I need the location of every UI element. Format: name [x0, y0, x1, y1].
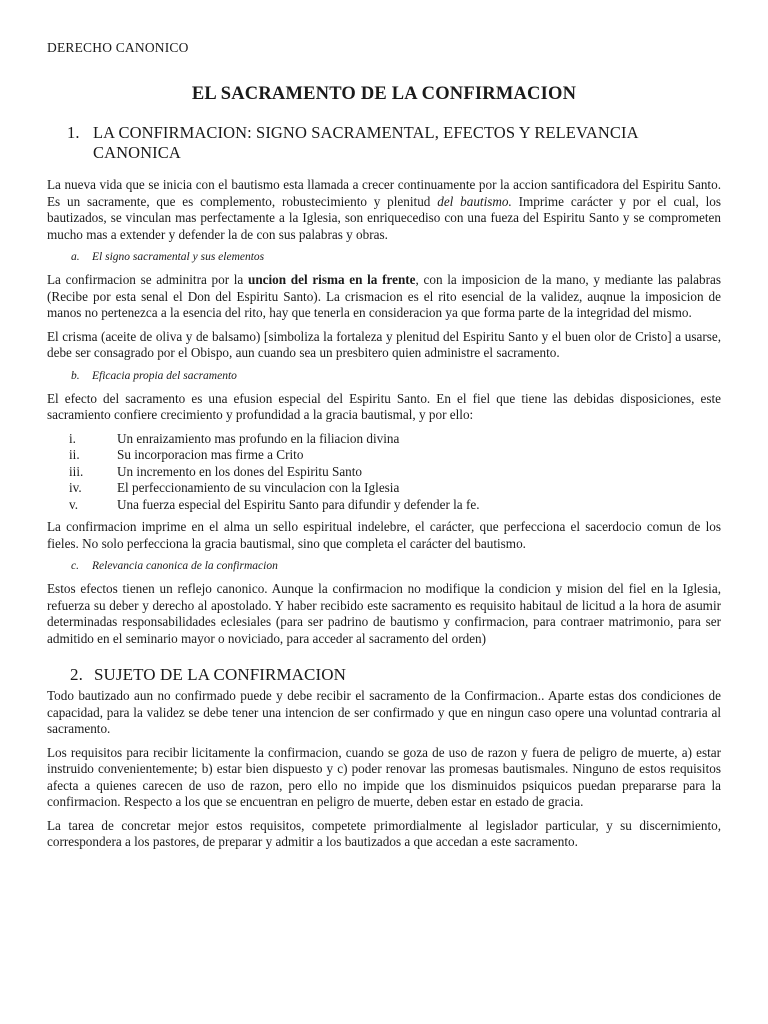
- list-item: [47, 497, 721, 514]
- subheading-c: [47, 559, 721, 574]
- subheading-b: [47, 369, 721, 384]
- paragraph-sello: La confirmacion imprime en el alma un sello espiritual indelebre, el carácter, que perfecciona el sacerdocio comun de los fieles. No solo perfecciona la gracia bautismal, sino que completa el carácter del bautismo.: [47, 519, 721, 551]
- section-title: SUJETO DE LA CONFIRMACION: [94, 665, 347, 684]
- list-marker: iv.: [69, 480, 82, 495]
- paragraph-crisma: El crisma (aceite de oliva y de balsamo) [simboliza la fortaleza y plenitud del Espiritu Santo y el buen olor de Cristo] a usarse, debe ser consagrado por el Obispo, aun cuando sea un presbitero quien administre el sacramento.: [47, 328, 721, 360]
- paragraph-uncion: [47, 272, 721, 322]
- section-number: 2.: [70, 665, 83, 684]
- subheading-letter: c.: [71, 560, 79, 572]
- section-heading-2: [47, 665, 721, 685]
- section-title: LA CONFIRMACION: SIGNO SACRAMENTAL, EFECTOS Y RELEVANCIA CANONICA: [93, 123, 638, 162]
- section-heading-1: [47, 123, 721, 163]
- list-item: [47, 464, 721, 481]
- document-title: EL SACRAMENTO DE LA CONFIRMACION: [191, 84, 577, 104]
- document-header: DERECHO CANONICO: [47, 40, 189, 55]
- list-item: [47, 480, 721, 497]
- effects-list: [47, 431, 721, 514]
- paragraph-text: , con la imposicion de la mano, y mediante las palabras (Recibe por esta senal el Don del Espiritu Santo). La crismacion es el rito esencial de la validez, auqnue la imposicion de manos no pertenezca a la esencia del rito, hay que tenerla en consideracion ya que forma parte de la integridad del mismo.: [47, 272, 721, 320]
- subheading-text: Relevancia canonica de la confirmacion: [92, 560, 278, 572]
- subheading-letter: b.: [71, 369, 80, 382]
- paragraph-requisitos: Los requisitos para recibir licitamente la confirmacion, cuando se goza de uso de razon y fuera de peligro de muerte, a) estar instruido convenientemente; b) estar bien dispuesto y c) poder renovar las promesas bautismales. Ninguno de estos requisitos afecta a quienes carecen de uso de razon, pero ello no impide que los disminuidos psiquicos puedan prepararse para la confirmacion. Respecto a los que se encuentran en peligro de muerte, deben estar en estado de gracia.: [47, 744, 721, 809]
- subheading-a: [47, 250, 721, 265]
- list-marker: v.: [69, 496, 79, 512]
- paragraph-intro: [47, 177, 721, 243]
- list-text: El perfeccionamiento de su vinculacion con la Iglesia: [117, 480, 400, 495]
- list-marker: ii.: [69, 447, 80, 462]
- list-text: Su incorporacion mas firme a Crito: [117, 447, 304, 462]
- subheading-text: El signo sacramental y sus elementos: [92, 251, 265, 263]
- paragraph-bold: uncion del risma en la frente: [247, 272, 416, 287]
- paragraph-efecto: El efecto del sacramento es una efusion especial del Espiritu Santo. En el fiel que tiene las debidas disposiciones, este sacramiento confiere crecimiento y profundidad a la gracia bautismal, y por ello:: [47, 390, 721, 422]
- list-marker: iii.: [69, 463, 84, 479]
- paragraph-sujeto: Todo bautizado aun no confirmado puede y debe recibir el sacramento de la Confirmacion.. Aparte estas dos condiciones de capacidad, para la validez se debe tener una intencion de ser confirmado y que en ningun caso opere una voluntad contraria al sacramento.: [47, 688, 721, 736]
- list-text: Un enraizamiento mas profundo en la filiacion divina: [117, 430, 400, 446]
- list-text: Un incremento en los dones del Espiritu Santo: [117, 463, 363, 479]
- paragraph-text: La confirmacion se adminitra por la: [47, 272, 248, 287]
- paragraph-text: La nueva vida que se inicia con el bautismo esta llamada a crecer continuamente por la accion santificadora del Espiritu Santo. Es un sacramente, que es complemento, robustecimiento y plenitud: [47, 177, 721, 209]
- list-text: Una fuerza especial del Espiritu Santo para difundir y defender la fe.: [117, 496, 480, 512]
- list-marker: i.: [69, 430, 76, 446]
- paragraph-text: Imprime carácter y por el cual, los bautizados, se vinculan mas perfectamente a la Iglesia, son enriquecediso con una fueza del Espiritu Santo y se comprometen mucho mas a extender y defender la de con sus palabras y obras.: [47, 193, 721, 242]
- list-item: [47, 431, 721, 448]
- list-item: [47, 447, 721, 464]
- subheading-text: Eficacia propia del sacramento: [92, 369, 237, 382]
- section-number: 1.: [67, 123, 80, 142]
- paragraph-relevancia: Estos efectos tienen un reflejo canonico. Aunque la confirmacion no modifique la condicion y mision del fiel en la Iglesia, refuerza su deber y derecho al apostolado. Y haber recibido este sacramento es requisito habitaul de licitud a la hora de asumir determinadas responsabilidades eclesiales (para ser padrino de bautismo y confirmacion, para contraer matrimonio, para ser admitido en el seminario mayor o noviciado, para acceder al sacramento del orden): [47, 581, 721, 646]
- paragraph-emphasis: del bautismo.: [437, 193, 512, 209]
- subheading-letter: a.: [71, 251, 80, 263]
- paragraph-tarea: La tarea de concretar mejor estos requisitos, competete primordialmente al legislador particular, y su discernimiento, correspondera a los pastores, de preparar y admitir a los bautizados a que accedan a este sacramento.: [47, 817, 721, 849]
